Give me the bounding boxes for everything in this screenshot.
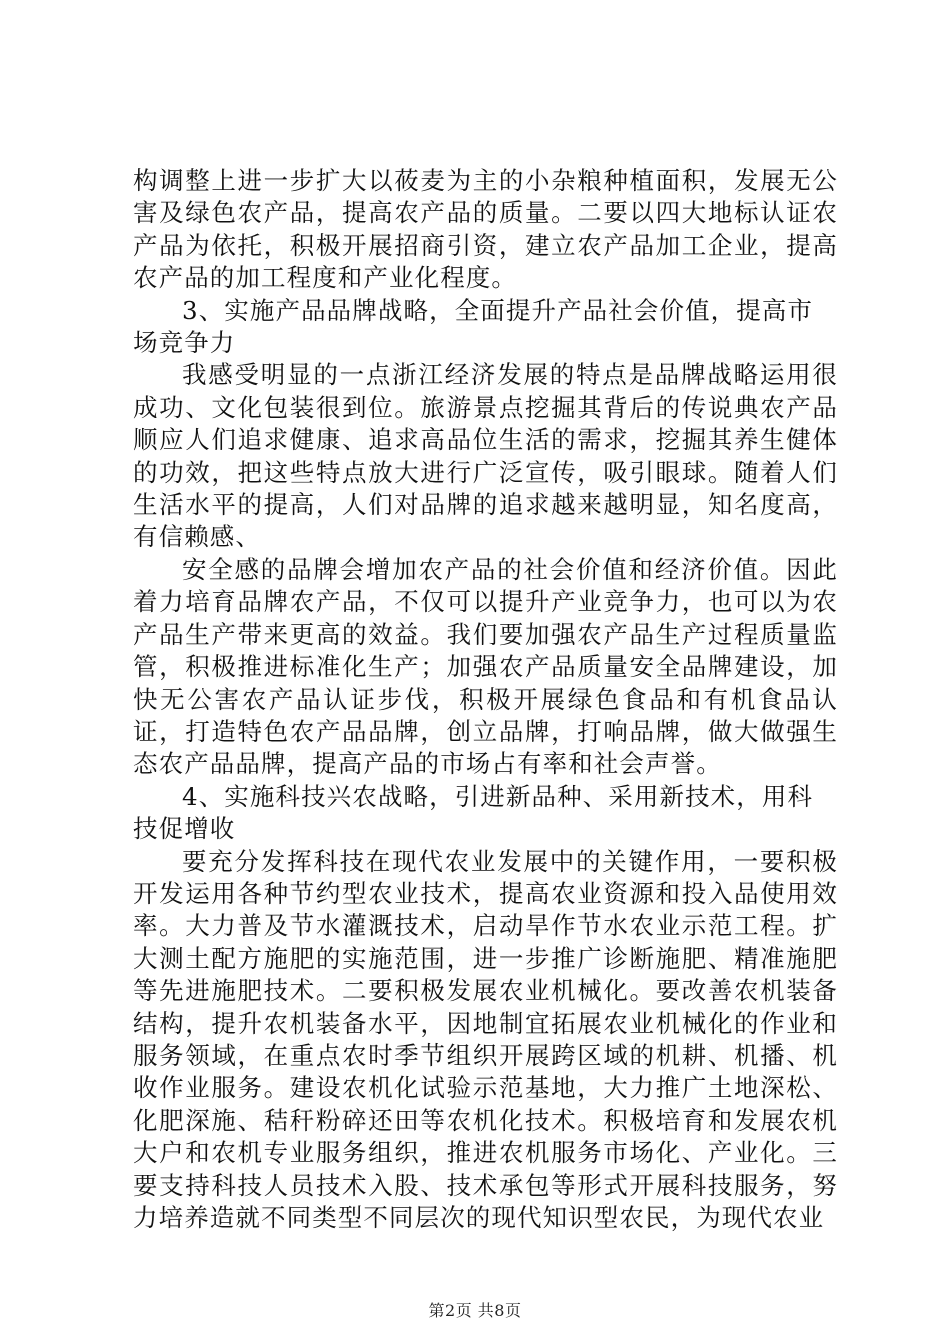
paragraph-technology: 要充分发挥科技在现代农业发展中的关键作用，一要积极开发运用各种节约型农业技术，提高农业资源和投入品使用效率。大力普及节水灌溉技术，启动旱作节水农业示范工程。扩大测土配方施肥的实施范围，进一步推广诊断施肥、精准施肥等先进施肥技术。二要积极发展农业机械化。要改善农机装备结构，提升农机装备水平，因地制宜拓展农业机械化的作业和服务领域，在重点农时季节组织开展跨区域的机耕、机播、机收作业服务。建设农机化试验示范基地，大力推广土地深松、化肥深施、秸秆粉碎还田等农机化技术。积极培育和发展农机大户和农机专业服务组织，推进农机服务市场化、产业化。三要支持科技人员技术入股、技术承包等形式开展科技服务，努力培养造就不同类型不同层次的现代知识型农民，为现代农业 [133, 846, 838, 1232]
section-heading-4: 4、实施科技兴农战略，引进新品种、采用新技术，用科技促增收 [133, 781, 814, 844]
paragraph-continuation: 构调整上进一步扩大以莜麦为主的小杂粮种植面积，发展无公害及绿色农产品，提高农产品的质量。二要以四大地标认证农产品为依托，积极开展招商引资，建立农产品加工企业，提高农产品的加工程度和产业化程度。 [133, 166, 838, 293]
document-body [133, 165, 838, 1234]
paragraph-brand-building: 安全感的品牌会增加农产品的社会价值和经济价值。因此着力培育品牌农产品，不仅可以提升产业竞争力，也可以为农产品生产带来更高的效益。我们要加强农产品生产过程质量监管，积极推进标准化生产；加强农产品质量安全品牌建设，加快无公害农产品认证步伐，积极开展绿色食品和有机食品认证，打造特色农产品品牌，创立品牌，打响品牌，做大做强生态农产品品牌，提高产品的市场占有率和社会声誉。 [133, 554, 838, 779]
section-heading-3: 3、实施产品品牌战略，全面提升产品社会价值，提高市场竞争力 [133, 295, 814, 358]
paragraph-brand-strategy: 我感受明显的一点浙江经济发展的特点是品牌战略运用很成功、文化包装很到位。旅游景点挖掘其背后的传说典农产品顺应人们追求健康、追求高品位生活的需求，挖掘其养生健体的功效，把这些特点放大进行广泛宣传，吸引眼球。随着人们生活水平的提高，人们对品牌的追求越来越明显，知名度高，有信赖感、 [133, 360, 838, 552]
page-number-footer: 第2页 共8页 [428, 1301, 522, 1320]
